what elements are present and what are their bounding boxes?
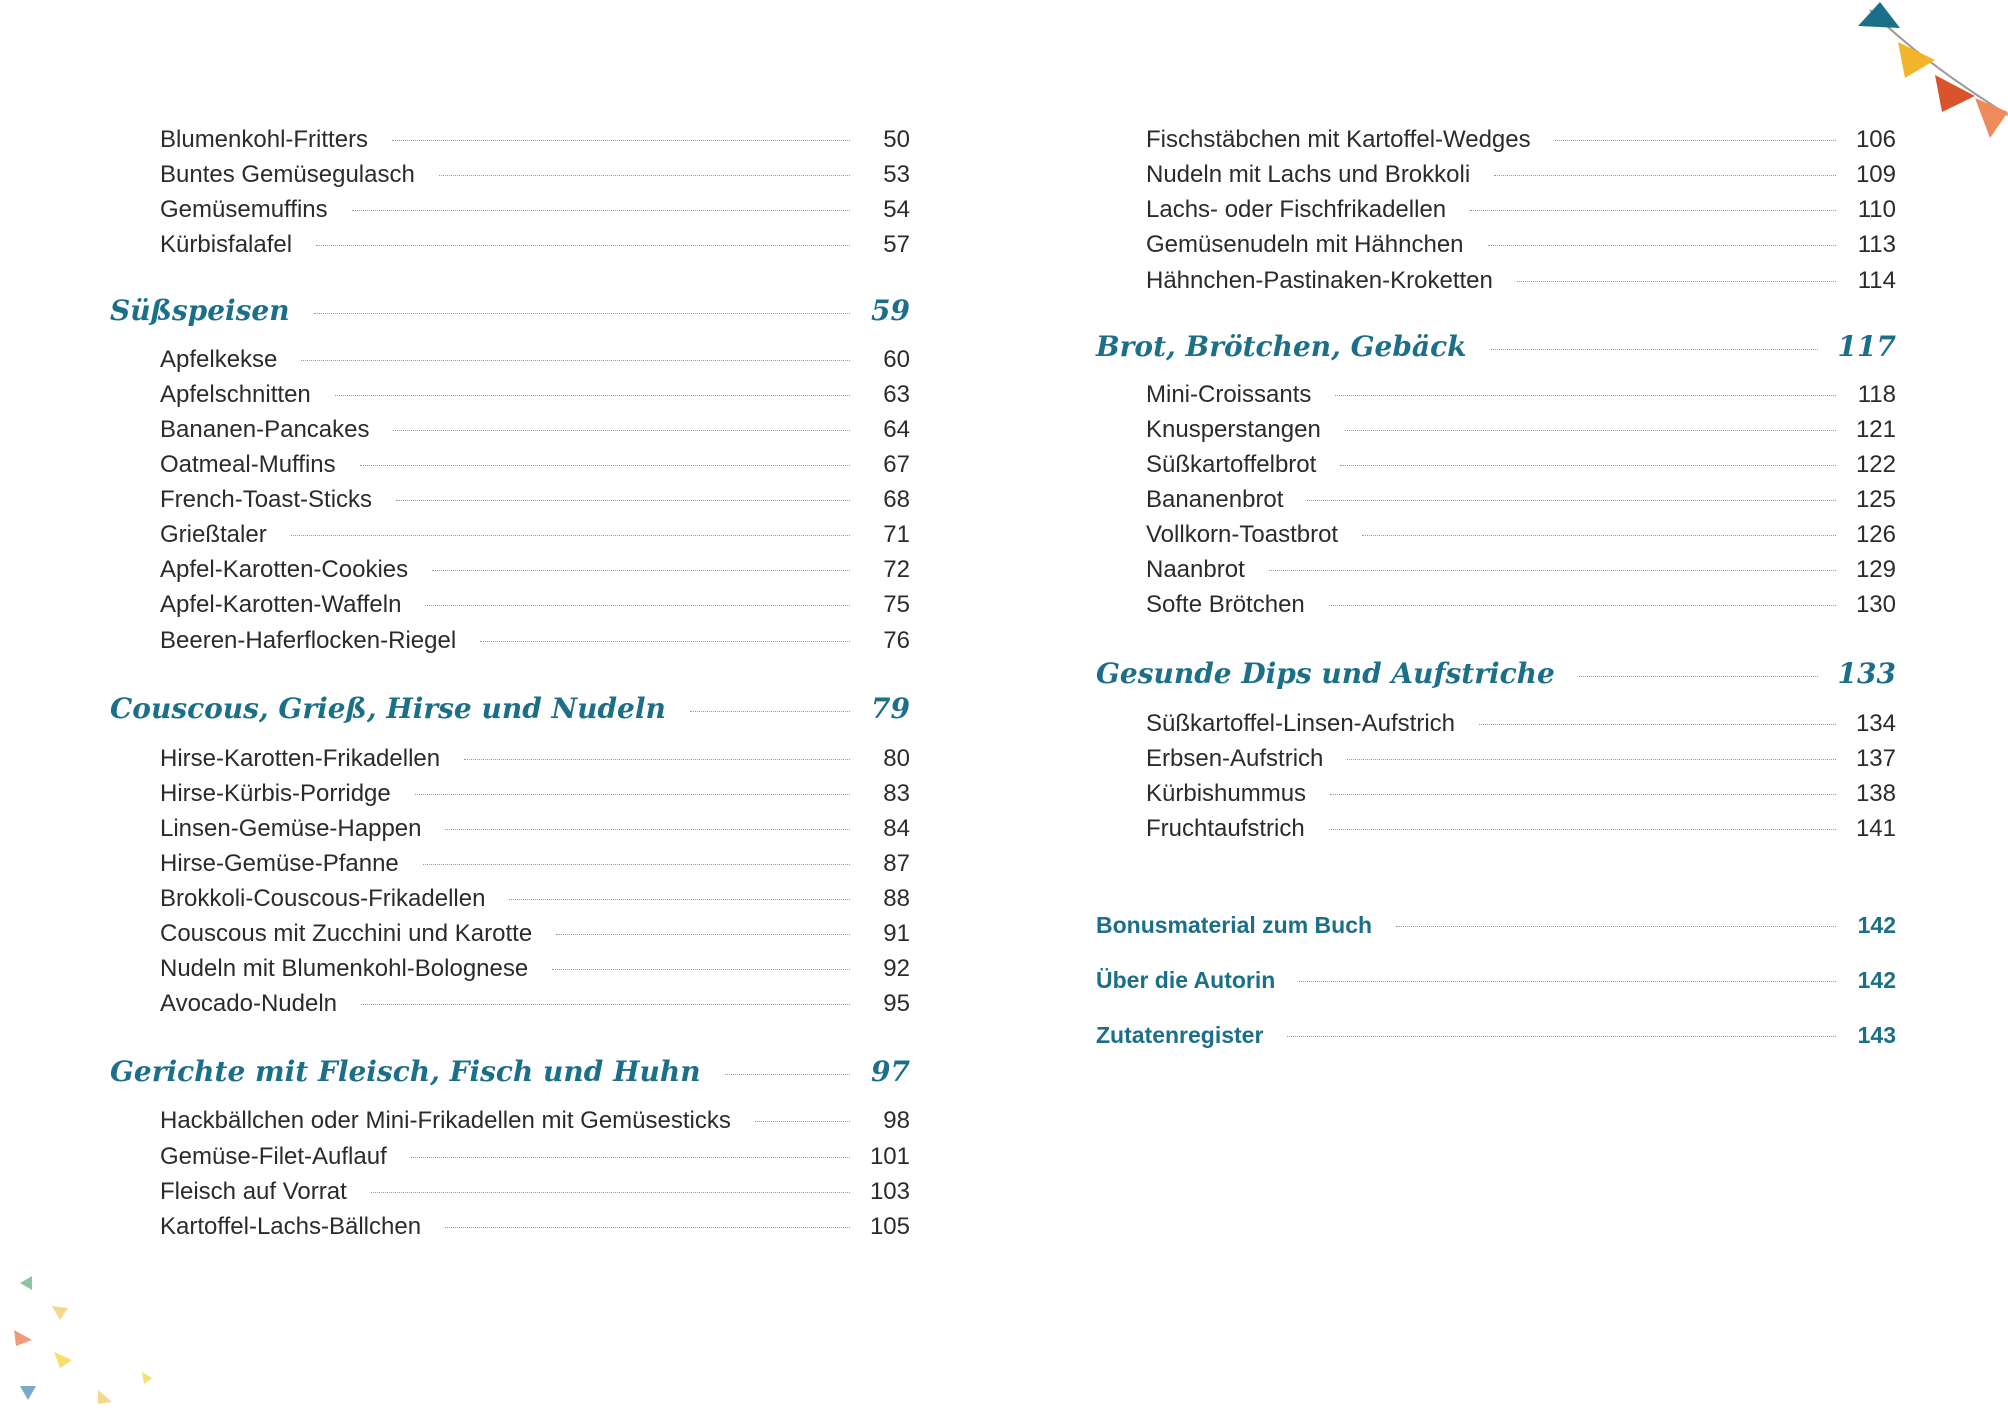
dot-leader — [1396, 926, 1836, 927]
toc-entry[interactable] — [1146, 413, 1896, 447]
dot-leader — [415, 794, 850, 795]
toc-entry-title: Süßkartoffelbrot — [1146, 451, 1317, 478]
dot-leader — [1491, 349, 1818, 350]
toc-page-number: 141 — [1855, 815, 1896, 842]
toc-entry-title: Gemüsemuffins — [160, 196, 328, 223]
dot-leader — [1307, 500, 1836, 501]
toc-entry-title: Fischstäbchen mit Kartoffel-Wedges — [1146, 126, 1531, 153]
toc-page-number: 138 — [1855, 780, 1896, 807]
toc-page-number: 113 — [1857, 231, 1896, 258]
dot-leader — [725, 1074, 850, 1075]
toc-page-number: 133 — [1837, 657, 1896, 690]
toc-entry-title: Fleisch auf Vorrat — [160, 1178, 347, 1205]
dot-leader — [361, 1004, 850, 1005]
dot-leader — [1329, 829, 1836, 830]
toc-appendix-entry[interactable] — [1096, 908, 1896, 942]
toc-entry[interactable] — [1146, 553, 1896, 587]
toc-entry-title: Couscous, Grieß, Hirse und Nudeln — [110, 692, 666, 725]
dot-leader — [1555, 140, 1836, 141]
toc-page-number: 117 — [1837, 330, 1896, 363]
toc-section-heading[interactable] — [110, 294, 910, 328]
toc-page-number: 75 — [883, 591, 910, 618]
dot-leader — [439, 175, 850, 176]
toc-entry[interactable] — [160, 847, 910, 881]
dot-leader — [1362, 535, 1836, 536]
toc-entry-title: Gemüse-Filet-Auflauf — [160, 1143, 387, 1170]
dot-leader — [1494, 175, 1836, 176]
toc-entry-title: Lachs- oder Fischfrikadellen — [1146, 196, 1447, 223]
toc-entry[interactable] — [160, 123, 910, 157]
toc-page-number: 97 — [871, 1055, 910, 1088]
toc-entry-title: Vollkorn-Toastbrot — [1146, 521, 1339, 548]
toc-page-number: 76 — [883, 627, 910, 654]
toc-page-number: 68 — [883, 486, 910, 513]
toc-section-heading[interactable] — [110, 1055, 910, 1089]
toc-page-number: 126 — [1855, 521, 1896, 548]
dot-leader — [432, 570, 850, 571]
dot-leader — [301, 360, 850, 361]
dot-leader — [411, 1157, 850, 1158]
toc-page-number: 91 — [883, 920, 910, 947]
toc-entry-title: Beeren-Haferflocken-Riegel — [160, 627, 457, 654]
dot-leader — [445, 829, 850, 830]
toc-page-number: 118 — [1857, 381, 1896, 408]
dot-leader — [1335, 395, 1836, 396]
toc-entry[interactable] — [160, 1104, 910, 1138]
toc-page-number: 142 — [1857, 967, 1896, 993]
toc-page-number: 103 — [869, 1178, 910, 1205]
toc-page-number: 95 — [883, 990, 910, 1017]
toc-entry[interactable] — [1146, 588, 1896, 622]
toc-entry[interactable] — [1146, 193, 1896, 227]
dot-leader — [755, 1121, 850, 1122]
dot-leader — [552, 969, 850, 970]
toc-entry-title: Kartoffel-Lachs-Bällchen — [160, 1213, 422, 1240]
toc-entry[interactable] — [1146, 483, 1896, 517]
toc-entry-title: Linsen-Gemüse-Happen — [160, 815, 422, 842]
toc-entry-title: Fruchtaufstrich — [1146, 815, 1305, 842]
toc-entry[interactable] — [1146, 518, 1896, 552]
toc-entry[interactable] — [160, 742, 910, 776]
toc-page-number: 59 — [871, 294, 910, 327]
toc-entry[interactable] — [160, 882, 910, 916]
dot-leader — [1517, 281, 1836, 282]
toc-page-number: 60 — [883, 346, 910, 373]
toc-entry[interactable] — [160, 1140, 910, 1174]
dot-leader — [1330, 794, 1836, 795]
toc-page-number: 83 — [883, 780, 910, 807]
toc-appendix-entry[interactable] — [1096, 963, 1896, 997]
toc-entry-title: Apfel-Karotten-Cookies — [160, 556, 409, 583]
toc-page-number: 125 — [1855, 486, 1896, 513]
toc-entry-title: Erbsen-Aufstrich — [1146, 745, 1324, 772]
toc-entry-title: Grießtaler — [160, 521, 267, 548]
toc-entry[interactable] — [1146, 123, 1896, 157]
dot-leader — [393, 430, 850, 431]
dot-leader — [392, 140, 850, 141]
toc-page-number: 63 — [883, 381, 910, 408]
toc-page-number: 64 — [883, 416, 910, 443]
toc-page-number: 84 — [883, 815, 910, 842]
toc-entry[interactable] — [1146, 777, 1896, 811]
toc-entry-title: Avocado-Nudeln — [160, 990, 338, 1017]
toc-entry-title: Oatmeal-Muffins — [160, 451, 336, 478]
toc-entry-title: Couscous mit Zucchini und Karotte — [160, 920, 533, 947]
dot-leader — [291, 535, 850, 536]
toc-entry-title: Über die Autorin — [1096, 967, 1276, 993]
toc-entry[interactable] — [1146, 707, 1896, 741]
toc-entry[interactable] — [160, 952, 910, 986]
toc-entry[interactable] — [160, 413, 910, 447]
toc-page-number: 134 — [1855, 710, 1896, 737]
toc-page-number: 110 — [1857, 196, 1896, 223]
dot-leader — [1470, 210, 1836, 211]
toc-page-number: 87 — [883, 850, 910, 877]
toc-entry-title: Bananen-Pancakes — [160, 416, 370, 443]
toc-entry[interactable] — [160, 1210, 910, 1244]
toc-entry-title: Hähnchen-Pastinaken-Kroketten — [1146, 267, 1493, 294]
toc-page-number: 130 — [1855, 591, 1896, 618]
toc-entry[interactable] — [1146, 264, 1896, 298]
toc-entry-title: Kürbisfalafel — [160, 231, 293, 258]
toc-entry[interactable] — [160, 378, 910, 412]
toc-entry-title: Apfel-Karotten-Waffeln — [160, 591, 402, 618]
dot-leader — [509, 899, 850, 900]
toc-entry-title: Hackbällchen oder Mini-Frikadellen mit Gemüsesticks — [160, 1107, 731, 1134]
toc-entry-title: Brot, Brötchen, Gebäck — [1096, 330, 1467, 363]
dot-leader — [1479, 724, 1836, 725]
toc-entry[interactable] — [1146, 742, 1896, 776]
dot-leader — [1299, 981, 1836, 982]
toc-entry[interactable] — [1146, 158, 1896, 192]
toc-entry[interactable] — [160, 777, 910, 811]
toc-entry[interactable] — [160, 588, 910, 622]
dot-leader — [316, 245, 850, 246]
dot-leader — [480, 641, 850, 642]
toc-page-number: 143 — [1857, 1022, 1896, 1048]
toc-entry[interactable] — [1146, 378, 1896, 412]
toc-entry[interactable] — [160, 1175, 910, 1209]
toc-entry-title: Apfelschnitten — [160, 381, 311, 408]
dot-leader — [1347, 759, 1836, 760]
toc-page-number: 72 — [883, 556, 910, 583]
toc-entry[interactable] — [160, 917, 910, 951]
dot-leader — [445, 1227, 850, 1228]
toc-entry-title: Gesunde Dips und Aufstriche — [1096, 657, 1555, 690]
toc-entry-title: Kürbishummus — [1146, 780, 1307, 807]
dot-leader — [1579, 676, 1818, 677]
dot-leader — [335, 395, 850, 396]
toc-entry[interactable] — [160, 228, 910, 262]
toc-appendix-entry[interactable] — [1096, 1018, 1896, 1052]
toc-entry[interactable] — [1146, 448, 1896, 482]
toc-entry-title: Süßspeisen — [110, 294, 290, 327]
dot-leader — [314, 313, 850, 314]
toc-page-number: 53 — [883, 161, 910, 188]
toc-entry-title: Nudeln mit Blumenkohl-Bolognese — [160, 955, 529, 982]
dot-leader — [1269, 570, 1836, 571]
dot-leader — [371, 1192, 850, 1193]
toc-entry-title: Mini-Croissants — [1146, 381, 1312, 408]
toc-section-heading[interactable] — [1096, 330, 1896, 364]
toc-page-number: 92 — [883, 955, 910, 982]
toc-page-number: 129 — [1855, 556, 1896, 583]
toc-entry[interactable] — [160, 343, 910, 377]
dot-leader — [1345, 430, 1836, 431]
toc-page-number: 80 — [883, 745, 910, 772]
toc-page-number: 57 — [883, 231, 910, 258]
toc-page-number: 79 — [871, 692, 910, 725]
toc-entry-title: Süßkartoffel-Linsen-Aufstrich — [1146, 710, 1456, 737]
toc-entry-title: Brokkoli-Couscous-Frikadellen — [160, 885, 486, 912]
toc-page-number: 54 — [883, 196, 910, 223]
dot-leader — [425, 605, 850, 606]
dot-leader — [1287, 1036, 1836, 1037]
toc-page-number: 98 — [883, 1107, 910, 1134]
dot-leader — [1340, 465, 1836, 466]
toc-entry-title: Naanbrot — [1146, 556, 1245, 583]
dot-leader — [1329, 605, 1836, 606]
toc-page-number: 122 — [1855, 451, 1896, 478]
toc-page-number: 67 — [883, 451, 910, 478]
toc-entry[interactable] — [160, 448, 910, 482]
toc-entry-title: Gerichte mit Fleisch, Fisch und Huhn — [110, 1055, 701, 1088]
toc-entry[interactable] — [160, 518, 910, 552]
toc-entry-title: Zutatenregister — [1096, 1022, 1264, 1048]
toc-page-number: 137 — [1855, 745, 1896, 772]
toc-page-number: 88 — [883, 885, 910, 912]
toc-entry-title: Nudeln mit Lachs und Brokkoli — [1146, 161, 1471, 188]
dot-leader — [464, 759, 850, 760]
dot-leader — [556, 934, 850, 935]
toc-page-number: 71 — [883, 521, 910, 548]
toc-page-number: 106 — [1855, 126, 1896, 153]
toc-entry[interactable] — [1146, 812, 1896, 846]
toc-entry[interactable] — [160, 483, 910, 517]
toc-entry-title: Bananenbrot — [1146, 486, 1284, 513]
toc-entry[interactable] — [160, 553, 910, 587]
dot-leader — [690, 711, 850, 712]
toc-entry-title: Gemüsenudeln mit Hähnchen — [1146, 231, 1464, 258]
toc-entry-title: Bonusmaterial zum Buch — [1096, 912, 1373, 938]
toc-page-number: 142 — [1857, 912, 1896, 938]
toc-section-heading[interactable] — [1096, 657, 1896, 691]
toc-entry[interactable] — [160, 624, 910, 658]
dot-leader — [1488, 245, 1836, 246]
dot-leader — [396, 500, 850, 501]
toc-entry-title: Hirse-Kürbis-Porridge — [160, 780, 391, 807]
toc-page-number: 101 — [869, 1143, 910, 1170]
toc-entry-title: Buntes Gemüsegulasch — [160, 161, 415, 188]
toc-entry[interactable] — [1146, 228, 1896, 262]
toc-entry-title: Apfelkekse — [160, 346, 278, 373]
dot-leader — [360, 465, 850, 466]
dot-leader — [423, 864, 850, 865]
toc-entry-title: Softe Brötchen — [1146, 591, 1305, 618]
toc-entry-title: French-Toast-Sticks — [160, 486, 373, 513]
toc-entry[interactable] — [160, 812, 910, 846]
toc-page-number: 114 — [1857, 267, 1896, 294]
toc-section-heading[interactable] — [110, 692, 910, 726]
toc-entry[interactable] — [160, 158, 910, 192]
toc-page-number: 109 — [1855, 161, 1896, 188]
toc-entry-title: Blumenkohl-Fritters — [160, 126, 369, 153]
dot-leader — [352, 210, 850, 211]
toc-page-number: 121 — [1855, 416, 1896, 443]
toc-page-number: 50 — [883, 126, 910, 153]
toc-entry[interactable] — [160, 193, 910, 227]
toc-entry-title: Hirse-Karotten-Frikadellen — [160, 745, 441, 772]
toc-page-number: 105 — [869, 1213, 910, 1240]
toc-entry-title: Knusperstangen — [1146, 416, 1321, 443]
toc-entry[interactable] — [160, 987, 910, 1021]
toc-entry-title: Hirse-Gemüse-Pfanne — [160, 850, 399, 877]
